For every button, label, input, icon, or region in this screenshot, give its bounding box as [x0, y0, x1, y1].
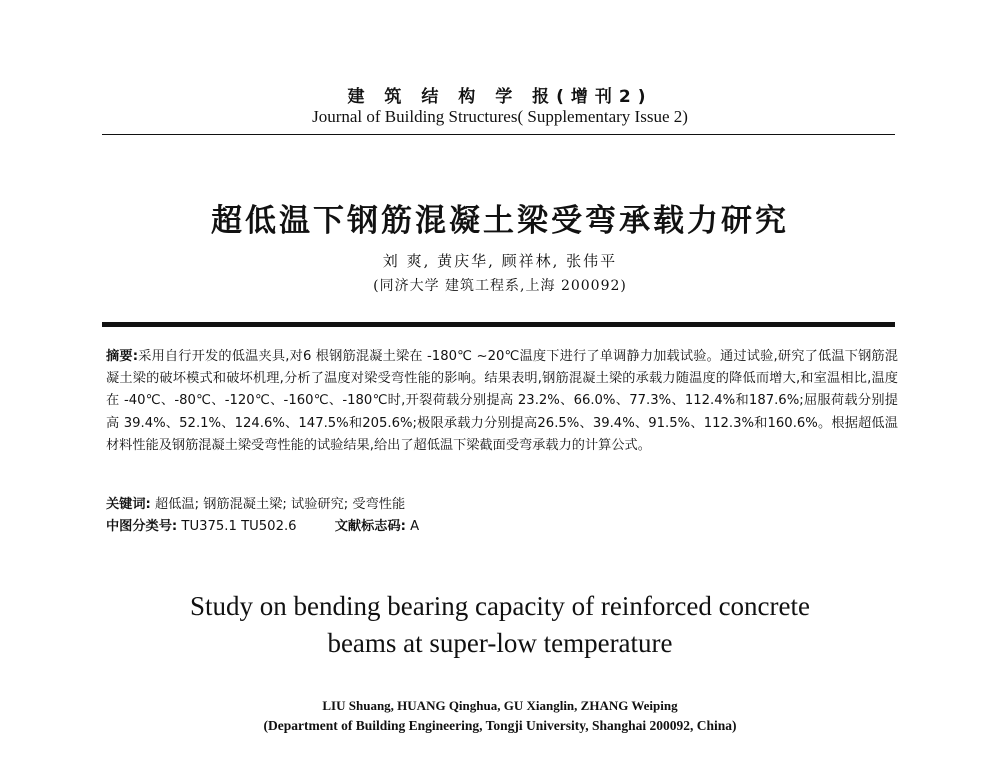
doc-code: A — [410, 519, 420, 534]
classification-line — [106, 515, 898, 534]
abstract-divider — [102, 322, 895, 327]
keywords-text: 超低温; 钢筋混凝土梁; 试验研究; 受弯性能 — [155, 497, 406, 512]
authors-en: LIU Shuang, HUANG Qinghua, GU Xianglin, ZHANG Weiping — [322, 698, 678, 713]
clc-label: 中图分类号: — [106, 519, 178, 534]
clc-codes: TU375.1 TU502.6 — [181, 519, 297, 534]
affiliation-cn: (同济大学 建筑工程系,上海 200092) — [373, 278, 627, 294]
abstract-label: 摘要: — [106, 349, 139, 364]
header-rule — [102, 134, 895, 135]
title-en-line-2: beams at super-low temperature — [327, 628, 673, 658]
authors-cn: 刘 爽, 黄庆华, 顾祥林, 张伟平 — [382, 252, 618, 270]
article-title-cn: 超低温下钢筋混凝土梁受弯承载力研究 — [211, 203, 789, 239]
keywords-label: 关键词: — [106, 497, 151, 512]
doc-code-label: 文献标志码: — [334, 519, 406, 534]
abstract-cn — [106, 346, 898, 457]
affiliation-en: (Department of Building Engineering, Tongji University, Shanghai 200092, China) — [263, 718, 737, 733]
abstract-text: 采用自行开发的低温夹具,对6 根钢筋混凝土梁在 -180℃ ~20℃温度下进行了单调静力加载试验。通过试验,研究了低温下钢筋混凝土梁的破坏模式和破坏机理,分析了温度对梁受弯性能的影响。结果表明,钢筋混凝土梁的承载力随温度的降低而增大,和室温相比,温度在 -40℃、-80℃、-120℃、-160℃、-180℃时,开裂荷载分别提高 23.2%、66.0%、77.3%、112.4%和187.6%;屈服荷载分别提高 39.4%、52.1%、124.6%、147.5%和205.6%;极限承载力分别提高26.5%、39.4%、91.5%、112.3%和160.6%。根据超低温材料性能及钢筋混凝土梁受弯性能的试验结果,给出了超低温下梁截面受弯承载力的计算公式。 — [106, 349, 898, 453]
article-title-en — [0, 588, 1000, 662]
journal-name-cn: 建 筑 结 构 学 报(增刊2) — [347, 87, 653, 107]
title-en-line-1: Study on bending bearing capacity of reinforced concrete — [190, 591, 810, 621]
keywords-line — [106, 493, 898, 512]
journal-name-en: Journal of Building Structures( Supplementary Issue 2) — [312, 107, 688, 126]
